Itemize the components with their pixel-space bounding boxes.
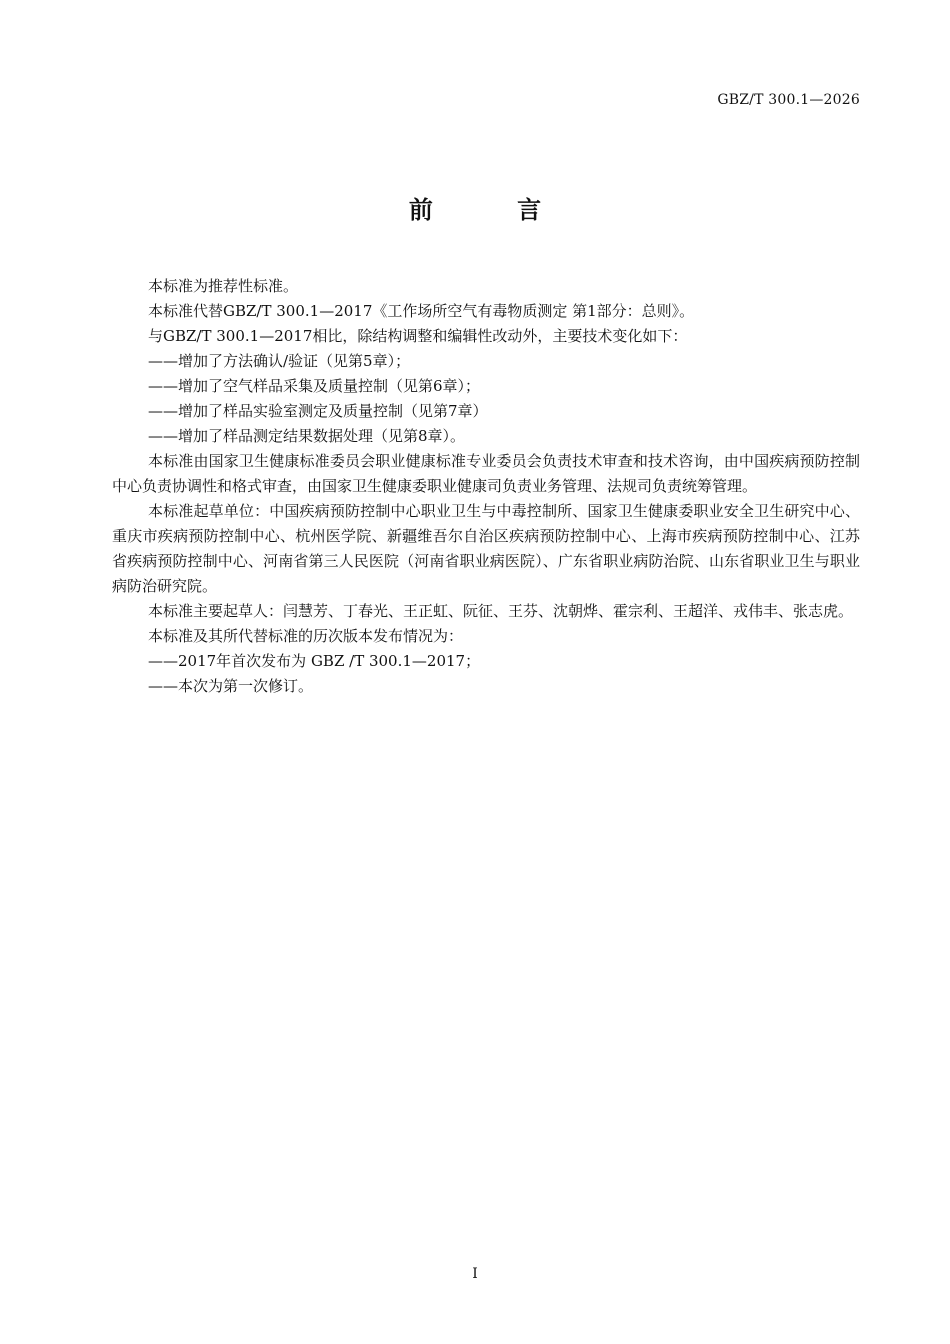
paragraph-recommended: 本标准为推荐性标准。 [148,277,299,295]
history-item: ——本次为第一次修订。 [148,677,314,695]
paragraph-responsibility: 本标准由国家卫生健康标准委员会职业健康标准专业委员会负责技术审查和技术咨询，由中国疾病预防控制中心负责协调性和格式审查，由国家卫生健康委职业健康司负责业务管理、法规司负责统筹管理。 [112,452,860,495]
change-item: ——增加了样品测定结果数据处理（见第8章）。 [148,427,466,445]
change-item: ——增加了方法确认/验证（见第5章）； [148,352,411,370]
page-number: I [472,1266,478,1282]
history-item: ——2017年首次发布为 GBZ /T 300.1—2017； [148,652,481,670]
standard-code: GBZ/T 300.1—2026 [717,92,860,108]
paragraph-drafters: 本标准主要起草人：闫慧芳、丁春光、王正虹、阮征、王芬、沈朝烨、霍宗利、王超洋、戎伟丰、张志虎。 [148,602,854,620]
change-item: ——增加了空气样品采集及质量控制（见第6章）； [148,377,481,395]
change-item: ——增加了样品实验室测定及质量控制（见第7章） [148,402,488,420]
paragraph-history-intro: 本标准及其所代替标准的历次版本发布情况为： [148,627,464,645]
paragraph-drafting-units: 本标准起草单位：中国疾病预防控制中心职业卫生与中毒控制所、国家卫生健康委职业安全卫生研究中心、重庆市疾病预防控制中心、杭州医学院、新疆维吾尔自治区疾病预防控制中心、上海市疾病预防控制中心、江苏省疾病预防控制中心、河南省第三人民医院（河南省职业病医院）、广东省职业病防治院、山东省职业卫生与职业病防治研究院。 [112,502,860,595]
paragraph-changes-intro: 与GBZ/T 300.1—2017相比，除结构调整和编辑性改动外，主要技术变化如下： [148,327,688,345]
page-title: 前 言 [408,196,580,224]
paragraph-replaces: 本标准代替GBZ/T 300.1—2017《工作场所空气有毒物质测定 第1部分：总则》。 [148,302,695,320]
foreword-body [112,274,860,699]
